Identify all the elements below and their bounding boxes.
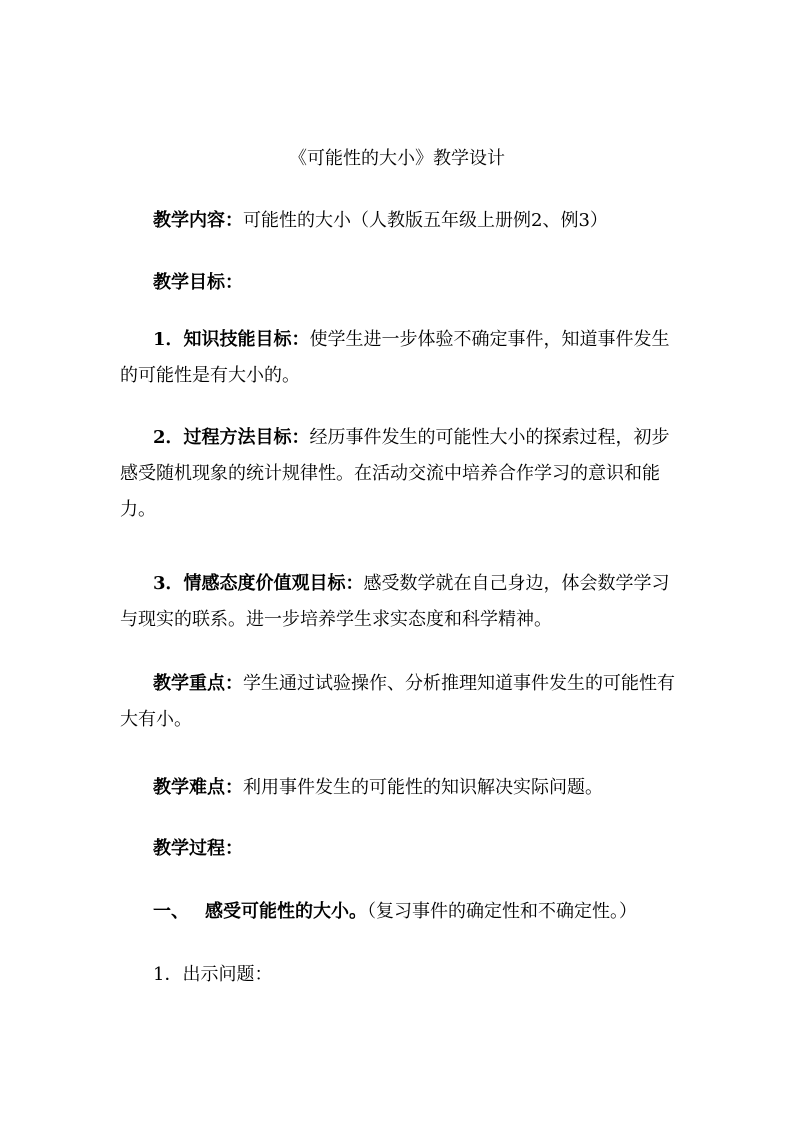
section-one (120, 894, 680, 930)
goal-attitude-number: 3． (153, 573, 184, 594)
goal-knowledge-number: 1． (153, 329, 184, 350)
goal-process-label: 过程方法目标： (183, 427, 310, 448)
difficulty-label: 教学难点： (153, 777, 243, 798)
goal-attitude-text: 感受数学就在自己身边，体会数学学习与现实的联系。进一步培养学生求实态度和科学精神。 (120, 573, 670, 630)
goal-attitude (120, 566, 680, 638)
key-point-text: 学生通过试验操作、分析推理知道事件发生的可能性有大有小。 (120, 673, 675, 730)
teaching-content-text: 可能性的大小（人教版五年级上册例2、例3） (243, 210, 608, 231)
goal-knowledge-text: 使学生进一步体验不确定事件，知道事件发生的可能性是有大小的。 (120, 329, 670, 386)
teaching-process-label: 教学过程： (153, 838, 243, 859)
section-one-number: 一、 (153, 901, 189, 922)
teaching-content-label: 教学内容： (153, 210, 243, 231)
teaching-goals-label: 教学目标： (153, 272, 243, 293)
difficulty-text: 利用事件发生的可能性的知识解决实际问题。 (243, 777, 603, 798)
step-one-number: 1． (153, 964, 183, 985)
goal-process-text: 经历事件发生的可能性大小的探索过程，初步感受随机现象的统计规律性。在活动交流中培养合作学习的意识和能力。 (120, 427, 670, 520)
difficulty-point (120, 770, 680, 806)
section-one-label: 感受可能性的大小。 (205, 901, 367, 922)
step-one (120, 957, 680, 993)
teaching-content (120, 203, 680, 239)
goal-knowledge-label: 知识技能目标： (183, 329, 310, 350)
step-one-text: 出示问题： (182, 964, 273, 985)
goal-knowledge (120, 322, 680, 394)
goal-process-number: 2． (153, 427, 184, 448)
key-point-label: 教学重点： (153, 673, 243, 694)
goal-process (120, 420, 680, 528)
section-one-text: （复习事件的确定性和不确定性。） (367, 901, 637, 922)
document-title: 《可能性的大小》教学设计 (289, 148, 505, 169)
goal-attitude-label: 情感态度价值观目标： (183, 573, 364, 594)
teaching-goals-heading (120, 265, 680, 301)
key-point (120, 666, 680, 738)
teaching-process-heading (120, 831, 680, 867)
